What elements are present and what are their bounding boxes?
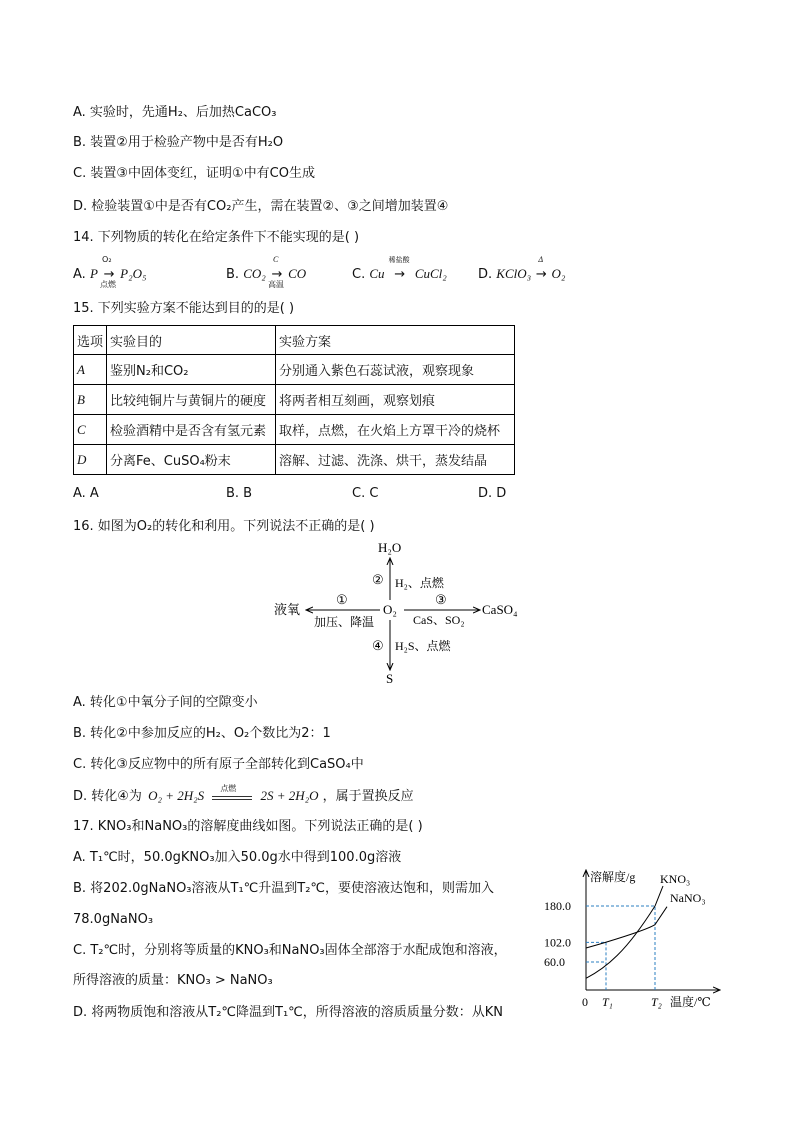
table-row bbox=[74, 445, 515, 475]
q14-option-a bbox=[73, 255, 147, 289]
q17-option-b-cont: 78.0gNaNO₃ bbox=[73, 912, 154, 927]
guide-line-180 bbox=[586, 906, 655, 990]
q14-b-right: CO bbox=[288, 266, 307, 281]
q14-c-left: Cu bbox=[369, 266, 385, 281]
diagram-top-num: ② bbox=[372, 572, 384, 587]
q14-b-arrow-bottom: 高温 bbox=[267, 280, 284, 289]
y-tick-label: 102.0 bbox=[544, 935, 571, 950]
q14-a-left: P bbox=[89, 266, 98, 281]
table-cell: 将两者相互刻画，观察划痕 bbox=[276, 385, 515, 415]
q17-option-d: D. 将两物质饱和溶液从T₂℃降温到T₁℃，所得溶液的溶质质量分数：从KN bbox=[73, 1005, 504, 1020]
q14-d-right: O₂ bbox=[551, 266, 566, 281]
table-cell: 比较纯铜片与黄铜片的硬度 bbox=[107, 385, 276, 415]
q16-d-eq-sign bbox=[212, 784, 252, 800]
q13-option-a: A. 实验时，先通H₂、后加热CaCO₃ bbox=[73, 105, 277, 120]
q14-b-label: B. bbox=[226, 267, 240, 282]
y-axis-label: 溶解度/g bbox=[590, 870, 636, 884]
diagram-right-cond: CaS、SO₂ bbox=[413, 613, 465, 627]
q16-d-eq-right: 2S + 2H₂O bbox=[260, 788, 319, 803]
diagram-left: 液氧 bbox=[274, 602, 301, 617]
diagram-right: CaSO₄ bbox=[482, 602, 518, 617]
q16-option-b: B. 转化②中参加反应的H₂、O₂个数比为2：1 bbox=[73, 726, 331, 741]
q13-option-b: B. 装置②用于检验产物中是否有H₂O bbox=[73, 135, 284, 150]
q14-d-label: D. bbox=[478, 267, 493, 282]
series-label-kno3: KNO₃ bbox=[660, 872, 691, 886]
q14-a-right: P₂O₅ bbox=[120, 266, 147, 281]
q14-option-d bbox=[478, 255, 566, 282]
q14-c-label: C. bbox=[352, 267, 366, 282]
q15-choice-d: D. D bbox=[478, 486, 507, 501]
table-cell: 分离Fe、CuSO₄粉末 bbox=[107, 445, 276, 475]
q15-table bbox=[73, 325, 515, 475]
o2-conversion-diagram bbox=[260, 536, 530, 688]
q14-b-arrow: C → 高温 bbox=[267, 255, 284, 289]
q14-a-arrow-bottom: 点燃 bbox=[100, 280, 117, 289]
table-cell: D bbox=[74, 445, 107, 475]
diagram-top: H₂O bbox=[378, 540, 402, 555]
table-header-cell: 实验目的 bbox=[107, 326, 276, 355]
q16-option-a: A. 转化①中氧分子间的空隙变小 bbox=[73, 695, 258, 710]
q14-b-left: CO₂ bbox=[243, 266, 266, 281]
q16-stem: 16. 如图为O₂的转化和利用。下列说法不正确的是( ) bbox=[73, 519, 375, 534]
table-header-cell: 实验方案 bbox=[276, 326, 515, 355]
y-tick-label: 180.0 bbox=[544, 899, 571, 913]
q17-option-c: C. T₂℃时，分别将等质量的KNO₃和NaNO₃固体全部溶于水配成饱和溶液， bbox=[73, 943, 507, 958]
q14-option-b bbox=[226, 255, 307, 289]
q15-stem: 15. 下列实验方案不能达到目的的是( ) bbox=[73, 301, 295, 316]
q14-b-arrow-top: C bbox=[272, 255, 279, 264]
x-axis-label: 温度/℃ bbox=[670, 995, 711, 1009]
table-header-cell: 选项 bbox=[74, 326, 107, 355]
q13-option-d: D. 检验装置①中是否有CO₂产生，需在装置②、③之间增加装置④ bbox=[73, 199, 449, 214]
q14-a-arrow: O₂ → 点燃 bbox=[100, 255, 117, 289]
q15-choice-a: A. A bbox=[73, 486, 99, 501]
table-header-row bbox=[74, 326, 515, 355]
diagram-top-cond: H₂、点燃 bbox=[395, 576, 444, 590]
y-tick-label: 60.0 bbox=[544, 955, 565, 969]
x-tick-label: T₁ bbox=[602, 995, 613, 1009]
diagram-left-cond: 加压、降温 bbox=[314, 615, 375, 629]
diagram-bottom-cond: H₂S、点燃 bbox=[395, 639, 451, 653]
q14-option-c bbox=[352, 256, 447, 282]
table-cell: 分别通入紫色石蕊试液，观察现象 bbox=[276, 355, 515, 385]
table-cell: B bbox=[74, 385, 107, 415]
table-cell: A bbox=[74, 355, 107, 385]
table-cell: 鉴别N₂和CO₂ bbox=[107, 355, 276, 385]
q17-option-b: B. 将202.0gNaNO₃溶液从T₁℃升温到T₂℃，要使溶液达饱和，则需加入 bbox=[73, 881, 495, 896]
table-cell: C bbox=[74, 415, 107, 445]
diagram-center: O₂ bbox=[383, 602, 397, 617]
q14-a-arrow-top: O₂ bbox=[102, 255, 112, 264]
x-tick-label: T₂ bbox=[651, 995, 662, 1009]
q14-c-right: CuCl₂ bbox=[414, 266, 447, 281]
table-cell: 取样，点燃，在火焰上方罩干冷的烧杯 bbox=[276, 415, 515, 445]
q17-stem: 17. KNO₃和NaNO₃的溶解度曲线如图。下列说法正确的是( ) bbox=[73, 819, 423, 834]
q16-d-prefix: D. 转化④为 bbox=[73, 789, 142, 804]
q13-option-c: C. 装置③中固体变红，证明①中有CO生成 bbox=[73, 166, 315, 181]
q14-stem: 14. 下列物质的转化在给定条件下不能实现的是( ) bbox=[73, 230, 360, 245]
diagram-right-num: ③ bbox=[435, 592, 447, 607]
series-line-kno3 bbox=[586, 886, 663, 978]
q15-choice-b: B. B bbox=[226, 486, 253, 501]
q14-d-left: KClO₃ bbox=[496, 266, 532, 281]
diagram-left-num: ① bbox=[336, 592, 348, 607]
table-row bbox=[74, 415, 515, 445]
q14-d-arrow: Δ → bbox=[535, 255, 547, 282]
q16-option-c: C. 转化③反应物中的所有原子全部转化到CaSO₄中 bbox=[73, 757, 364, 772]
table-row bbox=[74, 355, 515, 385]
q17-option-c-cont: 所得溶液的质量：KNO₃ > NaNO₃ bbox=[73, 973, 273, 988]
series-label-nano3: NaNO₃ bbox=[670, 891, 706, 905]
q14-c-arrow: 稀盐酸 → bbox=[388, 256, 410, 282]
q14-a-label: A. bbox=[73, 267, 86, 282]
table-cell: 检验酒精中是否含有氢元素 bbox=[107, 415, 276, 445]
q16-d-eq-left: O₂ + 2H₂S bbox=[148, 788, 205, 803]
diagram-bottom-num: ④ bbox=[372, 638, 384, 653]
q16-d-suffix: ，属于置换反应 bbox=[322, 789, 414, 804]
table-cell: 溶解、过滤、洗涤、烘干，蒸发结晶 bbox=[276, 445, 515, 475]
q17-option-a: A. T₁℃时，50.0gKNO₃加入50.0g水中得到100.0g溶液 bbox=[73, 850, 402, 865]
q14-d-arrow-top: Δ bbox=[538, 255, 544, 264]
q14-c-arrow-top: 稀盐酸 bbox=[388, 256, 410, 264]
solubility-chart bbox=[540, 862, 730, 1014]
diagram-bottom: S bbox=[386, 671, 394, 686]
table-row bbox=[74, 385, 515, 415]
q16-d-eq-cond: 点燃 bbox=[220, 784, 237, 793]
q16-option-d bbox=[73, 784, 414, 806]
x-tick-label: 0 bbox=[582, 995, 588, 1009]
q15-choice-c: C. C bbox=[352, 486, 379, 501]
